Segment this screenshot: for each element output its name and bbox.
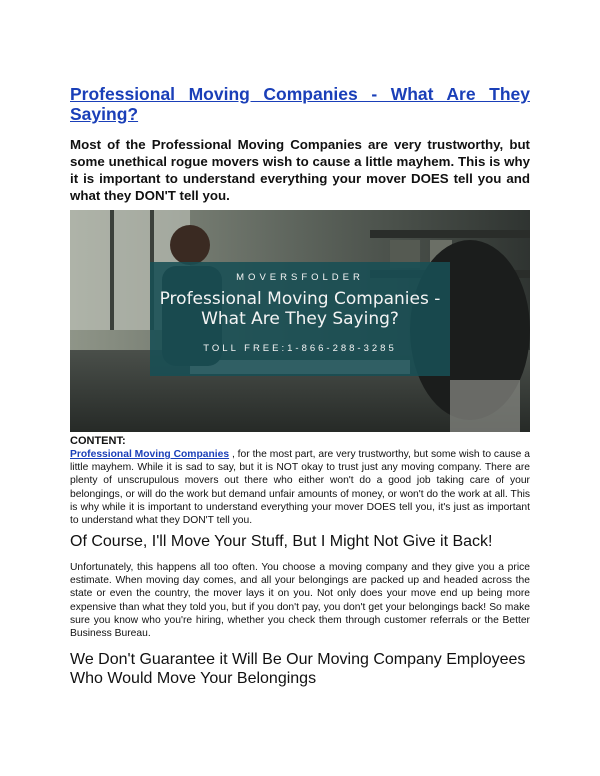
article-title[interactable] (70, 84, 530, 124)
section-1-body: Unfortunately, this happens all too often. You choose a moving company and they give you a price estimate. When moving day comes, and all your belongings are packed up and headed across the state or even the country, the mover lays it on you. Not only does your move end up being more expensive than what they told you, but if you don't pay, you don't get your belongings back! So make sure you know who you're hiring, whether you check them through customer referrals or the Better Business Bureau. (70, 562, 530, 640)
section-heading-1: Of Course, I'll Move Your Stuff, But I Might Not Give it Back! (70, 533, 493, 550)
hero-headline-line-2: What Are They Saying? (201, 309, 399, 329)
hero-headline (150, 289, 450, 329)
toll-free-number: TOLL FREE:1-866-288-3285 (203, 343, 397, 354)
hero-overlay-box (150, 262, 450, 376)
article-intro: Most of the Professional Moving Companies are very trustworthy, but some unethical rogue movers wish to cause a little mayhem. This is why it is important to understand everything your mover DOES tell you and what they DON'T tell you. (70, 137, 530, 203)
brand-name: MOVERSFOLDER (236, 272, 364, 283)
content-paragraph-text: , for the most part, are very trustworthy, but some wish to cause a little mayhem. While it is sad to say, but it is NOT okay to trust just any moving company. There are plenty of unscrupulous movers out there who either won't do a good job taking care of your belongings, or will do the work but demand unfair amounts of money, or won't do the work at all. This is why while it is important to understand everything your mover DOES tell you, it's just as important to understand what they DON'T tell you. (70, 449, 530, 527)
hero-headline-line-1: Professional Moving Companies - (159, 289, 441, 309)
hero-image (70, 210, 530, 432)
content-paragraph (70, 448, 530, 527)
article-title-link[interactable]: Professional Moving Companies - What Are They Saying? (70, 84, 530, 124)
content-label: CONTENT: (70, 435, 126, 447)
professional-moving-companies-link[interactable]: Professional Moving Companies (70, 449, 230, 460)
section-heading-2: We Don't Guarantee it Will Be Our Moving Company Employees Who Would Move Your Belongings (70, 651, 526, 687)
